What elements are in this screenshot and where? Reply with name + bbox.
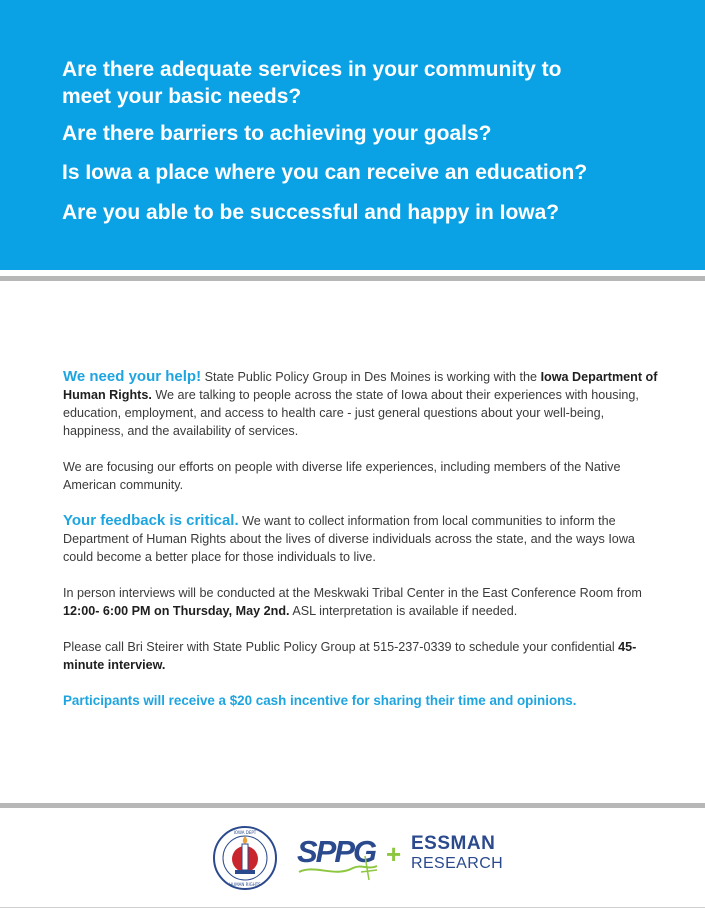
essman-text: ESSMAN xyxy=(411,833,496,854)
paragraph-feedback xyxy=(63,512,663,566)
question-4: Are you able to be successful and happy in Iowa? xyxy=(62,201,560,224)
feedback-lead: Your feedback is critical. xyxy=(63,512,239,529)
help-lead: We need your help! xyxy=(63,368,202,385)
contact-bold: 45-minute interview. xyxy=(63,640,637,672)
incentive-callout: Participants will receive a $20 cash incentive for sharing their time and opinions. xyxy=(63,693,577,708)
question-2: Are there barriers to achieving your goals? xyxy=(62,122,492,145)
logo-row xyxy=(0,822,705,892)
question-3: Is Iowa a place where you can receive an education? xyxy=(62,161,588,184)
svg-text:SPPG: SPPG xyxy=(297,834,376,869)
sppg-logo-icon xyxy=(295,828,385,884)
svg-text:HUMAN RIGHTS: HUMAN RIGHTS xyxy=(229,882,261,887)
question-1-line-2: meet your basic needs? xyxy=(62,85,302,108)
question-1 xyxy=(62,56,562,110)
feedback-text: We want to collect information from local communities to inform the Department of Human Rights about the lives of diverse individuals across the state, and the ways Iowa could become a better place for those individuals to live. xyxy=(63,514,635,564)
plus-sign: + xyxy=(386,839,402,869)
interviews-text-2: ASL interpretation is available if needed. xyxy=(289,604,518,618)
paragraph-interviews xyxy=(63,584,663,620)
iowa-human-rights-seal-icon xyxy=(213,826,277,890)
svg-text:IOWA DEPT: IOWA DEPT xyxy=(233,830,257,835)
header-banner xyxy=(0,0,705,270)
contact-text: Please call Bri Steirer with State Public Policy Group at 515-237-0339 to schedule your confidential xyxy=(63,640,619,654)
question-1-line-1: Are there adequate services in your community to xyxy=(62,58,562,81)
paragraph-help xyxy=(63,368,663,440)
help-text-1: State Public Policy Group in Des Moines is working with the xyxy=(201,370,541,384)
research-text: RESEARCH xyxy=(411,855,504,872)
paragraph-contact xyxy=(63,638,663,674)
footer-line xyxy=(0,907,705,908)
help-bold: Iowa Department of Human Rights. xyxy=(63,370,658,402)
interviews-text-1: In person interviews will be conducted at the Meskwaki Tribal Center in the East Conference Room from xyxy=(63,586,642,600)
body-content xyxy=(63,368,663,710)
top-divider xyxy=(0,276,705,281)
bottom-divider xyxy=(0,803,705,808)
interviews-bold: 12:00- 6:00 PM on Thursday, May 2nd. xyxy=(63,604,290,618)
help-text-2: We are talking to people across the state of Iowa about their experiences with housing, education, employment, and access to health care - just general questions about your well-being, happiness, and the availability of services. xyxy=(63,388,639,438)
essman-research-logo xyxy=(411,834,503,874)
paragraph-focus: We are focusing our efforts on people with diverse life experiences, including members of the Native American community. xyxy=(63,460,621,492)
